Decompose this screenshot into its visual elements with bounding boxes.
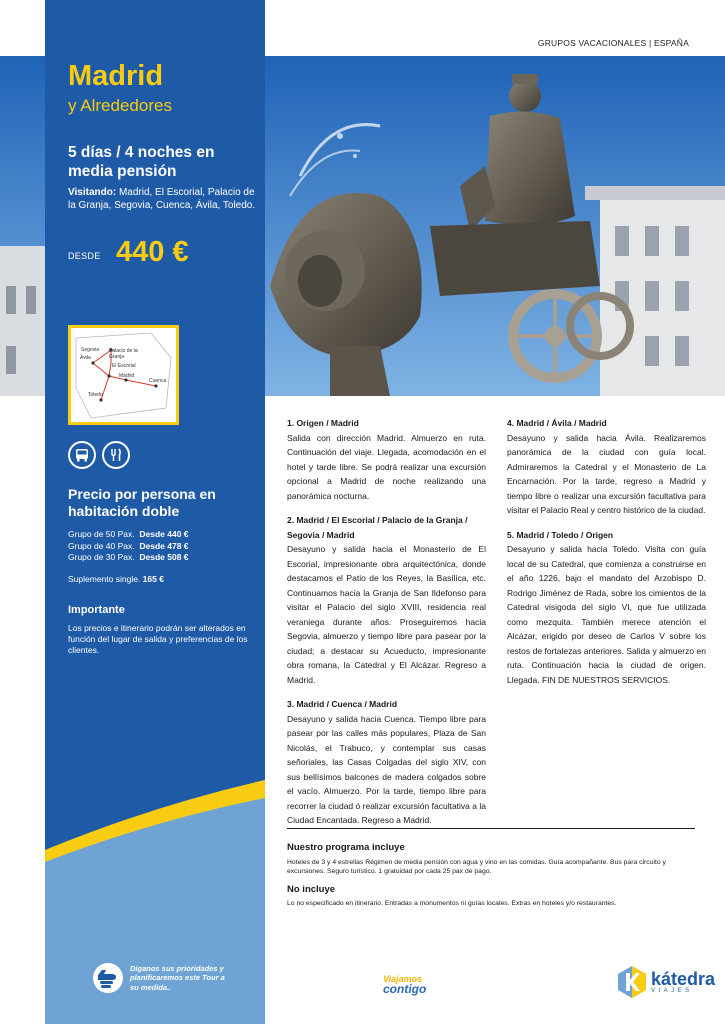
day-title: 5. Madrid / Toledo / Origen xyxy=(507,529,614,540)
itinerary-day xyxy=(507,528,706,688)
service-icons xyxy=(68,441,130,469)
includes-title: Nuestro programa incluye xyxy=(287,842,405,853)
trip-duration: 5 días / 4 noches en media pensión xyxy=(68,144,215,180)
itinerary-column-right xyxy=(507,416,706,697)
map-label-madrid: Madrid xyxy=(119,373,135,379)
footer-message-text: Díganos sus prioridades y planificaremos este Tour a su medida.. xyxy=(130,963,225,992)
day-title: 1. Origen / Madrid xyxy=(287,418,359,428)
group-price: Desde 440 € xyxy=(139,529,189,539)
map-label-granja: Palacio de la Granja xyxy=(109,348,138,360)
group-price: Desde 478 € xyxy=(139,540,189,551)
day-body: Salida con dirección Madrid. Almuerzo en ruta. Continuación del viaje. Llegada, acomodación en el hotel y tarde libre. Se podrá realizar una excursión opcional a Madrid de noche realizando una panorámica nocturna. xyxy=(287,432,486,501)
group-label: Grupo de 40 Pax. xyxy=(68,540,135,551)
includes-text: Hoteles de 3 y 4 estrellas Régimen de media pensión con agua y vino en las comidas. Guía acompañante. Bus para circuito y excursiones. Seguro turístico. 1 gratuidad por cada 25 pax de pago. xyxy=(287,859,666,875)
day-body: Desayuno y salida hacia Toledo. Visita con guía local de su Catedral, que comienza a construirse en el año 1226, bajo el mandato del Arzobispo D. Rodrigo Jiménez de Rada, sobre los cimientos de la Catedral visigoda del siglo VI, que fue utilizada como mezquita. También merece atención el Alcázar, erigido por deseo de Carlos V sobre los restos de fortalezas anteriores. Salida y almuerzo en ruta. Continuación hacia la ciudad de origen. Llegada. FIN DE NUESTROS SERVICIOS. xyxy=(507,544,706,685)
map-label-segovia: Segovia xyxy=(81,347,100,353)
section-divider xyxy=(287,828,695,829)
important-text: Los precios e itinerario podrán ser alterados en función del lugar de salida y preferencias de los clientes. xyxy=(68,623,248,655)
group-price: Desde 508 € xyxy=(139,552,189,562)
group-price-row xyxy=(68,552,258,564)
not-included-title: No incluye xyxy=(287,884,336,895)
group-label: Grupo de 50 Pax. xyxy=(68,529,135,539)
price-label: DESDE xyxy=(68,251,101,261)
itinerary-day xyxy=(287,416,486,503)
katedra-logo-icon xyxy=(617,965,647,999)
itinerary-column-left xyxy=(287,416,486,838)
itinerary-day xyxy=(507,416,706,518)
day-body: Desayuno y salida hacia Ávila. Realizaremos panorámica de la ciudad con guía local. Admiraremos la Catedral y el Monasterio de La Encarnación. Por la tarde, regreso a Madrid y tiempo libre o realizar una excursión facultativa para visitar el Palacio Real y centro histórico de la ciudad. xyxy=(507,432,706,515)
itinerary-day xyxy=(287,697,486,828)
bus-icon xyxy=(68,441,96,469)
header-tag: GRUPOS VACACIONALES | ESPAÑA xyxy=(537,38,689,48)
map-label-toledo: Toledo xyxy=(88,392,103,398)
slogan xyxy=(383,974,426,996)
brand-name: kátedra xyxy=(651,969,716,989)
restaurant-icon xyxy=(102,441,130,469)
itinerary-day xyxy=(287,513,486,687)
visiting-places: Madrid, El Escorial, Palacio de la Granja, Segovia, Cuenca, Ávila, Toledo. xyxy=(68,187,256,211)
group-price-row xyxy=(68,529,258,541)
pointing-hand-icon xyxy=(92,962,124,994)
not-included-text: Lo no especificado en itinerario. Entradas a monumentos ni guías locales. Extras en hoteles y/o restaurantes. xyxy=(287,900,617,907)
route-map xyxy=(68,325,179,425)
day-body: Desayuno y salida hacia el Monasterio de El Escorial, impresionante obra arquitectónica, donde destacamos el Patio de los Reyes, la Basílica, etc. Continuamos hacia la Granja de San Ildefonso para visitar el Palacio del siglo XVIII, residencia real veraniega durante años. Proseguiremos hacia Segovia, almuerzo y tiempo libre para pasear por la ciudad; a destacar su Acueducto, impresionante obra romana, la Catedral y El Alcázar. Regreso a Madrid. xyxy=(287,544,486,685)
single-supplement xyxy=(68,574,164,584)
group-prices xyxy=(68,529,258,564)
price-value: 440 € xyxy=(116,236,189,268)
visiting-list xyxy=(68,187,258,212)
group-label: Grupo de 30 Pax. xyxy=(68,552,135,562)
map-label-cuenca: Cuenca xyxy=(149,378,167,384)
group-price-row xyxy=(68,541,258,553)
pricing-title: Precio por persona en habitación doble xyxy=(68,486,216,519)
map-label-avila: Ávila xyxy=(80,355,91,361)
single-label: Suplemento single. xyxy=(68,574,141,584)
trip-subtitle: y Alrededores xyxy=(68,96,172,115)
day-title: 2. Madrid / El Escorial / Palacio de la Granja / Segovia / Madrid xyxy=(287,515,468,540)
slogan-top: Viajamos xyxy=(383,974,423,984)
visiting-label: Visitando: xyxy=(68,187,117,198)
itinerary xyxy=(287,416,706,825)
day-body: Desayuno y salida hacia Cuenca. Tiempo libre para pasear por las calles más populares, Plaza de San Nicolás, el Trabuco, y contemplar sus casas señoriales, las Casas Colgadas del siglo XIV, con sus bellísimos balcones de madera colgados sobre el vacío. Almuerzo. Por la tarde, tiempo libre para recorrer la ciudad ó realizar excursión facultativa a la Ciudad Encantada. Regreso a Madrid. xyxy=(287,713,486,825)
important-title: Importante xyxy=(68,604,125,616)
footer-message xyxy=(92,962,230,994)
map-label-escorial: El Escorial xyxy=(112,363,136,369)
day-title: 3. Madrid / Cuenca / Madrid xyxy=(287,699,398,709)
trip-title: Madrid xyxy=(68,60,164,92)
single-price: 165 € xyxy=(142,574,164,584)
slogan-bottom: contigo xyxy=(383,982,427,996)
brand-sub: VIAJES xyxy=(651,988,693,994)
brand-logo xyxy=(617,965,715,999)
day-title: 4. Madrid / Ávila / Madrid xyxy=(507,418,607,428)
